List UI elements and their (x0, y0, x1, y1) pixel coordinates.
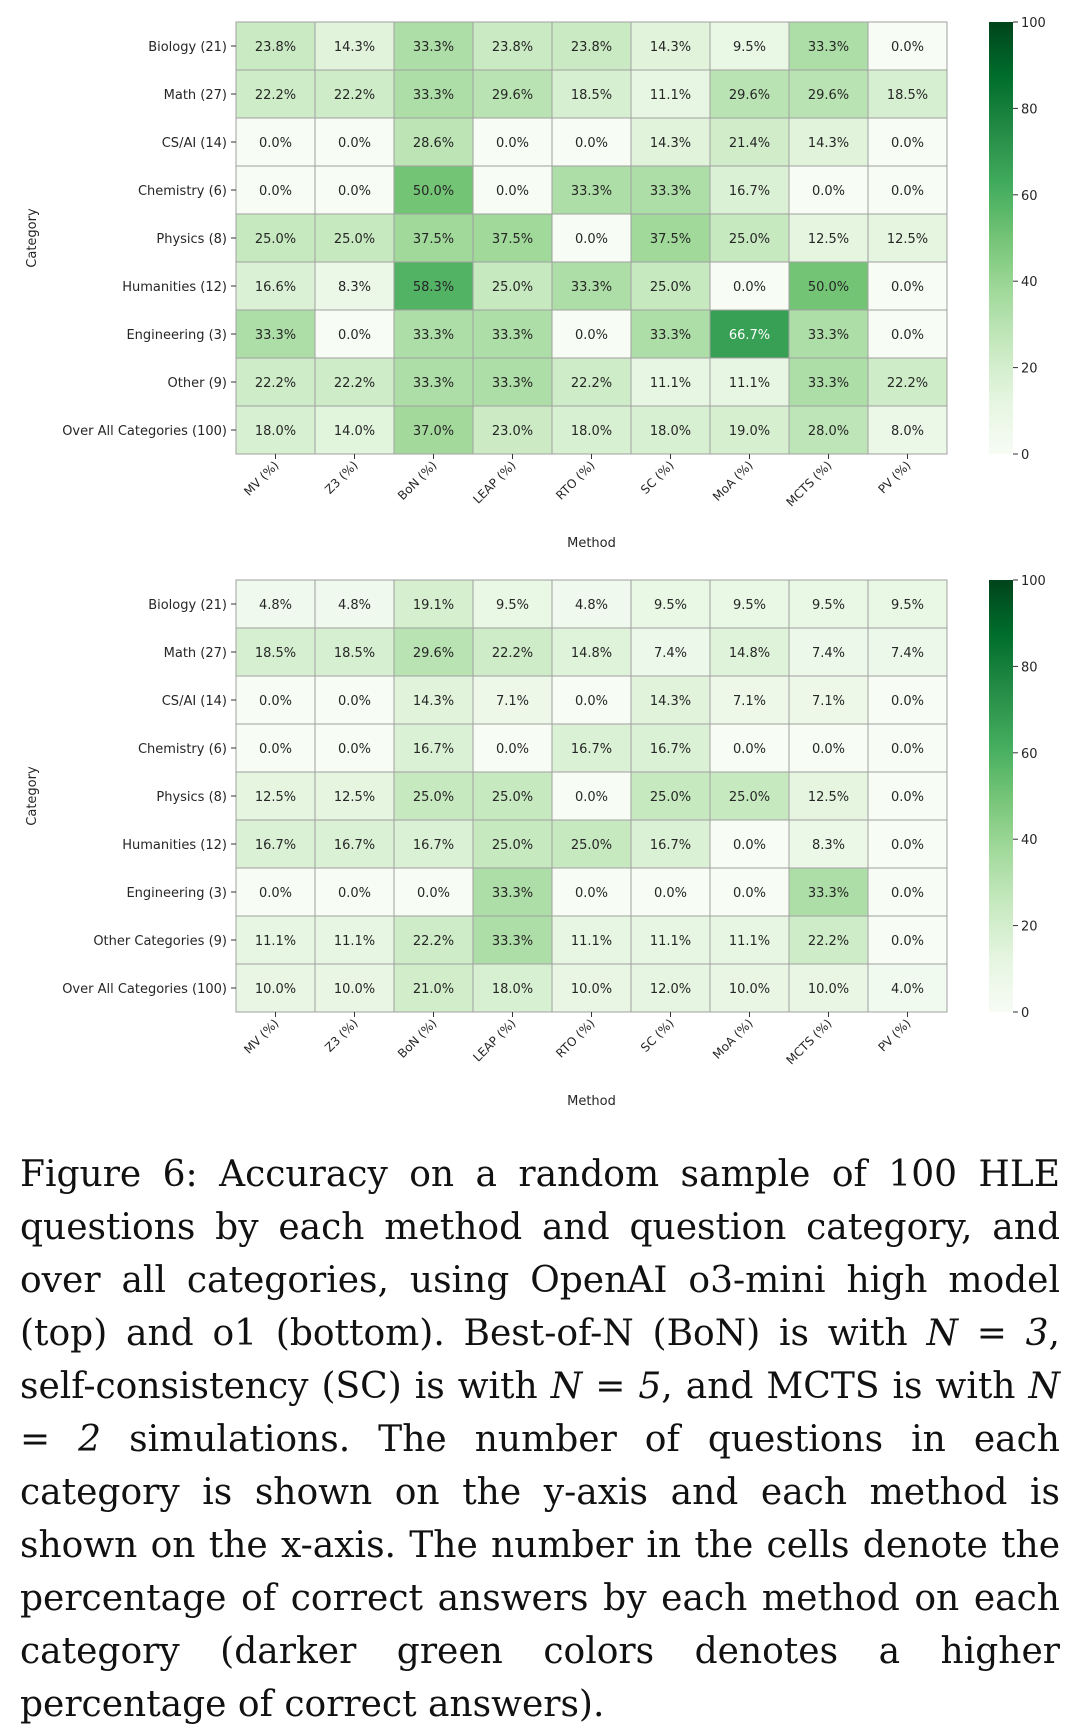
cell-value-label: 7.4% (890, 646, 925, 661)
x-tick-label: RTO (%) (553, 458, 598, 503)
cell-value-label: 0.0% (732, 838, 767, 853)
cell-value-label: 16.7% (649, 742, 692, 757)
cell-value-label: 0.0% (337, 136, 372, 151)
cell-value-label: 8.0% (890, 424, 925, 439)
x-tick-label: LEAP (%) (470, 458, 519, 507)
cell-value-label: 14.3% (333, 40, 376, 55)
cell-value-label: 18.0% (649, 424, 692, 439)
caption-text-1: Figure 6: Accuracy on a random sample of 100 HLE questions by each method and question category, and over all categories, using OpenAI o3-mini high model (top) and o1 (bottom). Best-of-N (BoN) is with (20, 1154, 1060, 1354)
cell-value-label: 33.3% (491, 886, 534, 901)
cell-value-label: 18.0% (491, 982, 534, 997)
cell-value-label: 33.3% (254, 328, 297, 343)
cell-value-label: 12.5% (807, 790, 850, 805)
cell-value-label: 12.5% (886, 232, 929, 247)
cell-value-label: 25.0% (728, 790, 771, 805)
cell-value-label: 16.7% (412, 742, 455, 757)
cell-value-label: 23.8% (254, 40, 297, 55)
cell-value-label: 22.2% (807, 934, 850, 949)
cell-value-label: 9.5% (890, 598, 925, 613)
y-tick-label: CS/AI (14) (161, 694, 227, 709)
y-tick-label: Over All Categories (100) (62, 982, 227, 997)
x-tick-label: BoN (%) (394, 1016, 440, 1061)
cell-value-label: 19.0% (728, 424, 771, 439)
colorbar-tick-label: 80 (1021, 660, 1038, 676)
cell-value-label: 7.1% (495, 694, 530, 709)
cell-value-label: 33.3% (412, 328, 455, 343)
cell-value-label: 11.1% (649, 376, 692, 391)
cell-value-label: 25.0% (333, 232, 376, 247)
x-tick-label: MCTS (%) (783, 1016, 835, 1068)
cell-value-label: 0.0% (811, 184, 846, 199)
cell-value-label: 25.0% (649, 790, 692, 805)
cell-value-label: 9.5% (811, 598, 846, 613)
colorbar-tick-label: 0 (1021, 448, 1030, 463)
cell-value-label: 25.0% (649, 280, 692, 295)
y-tick-label: Biology (21) (148, 40, 227, 55)
cell-value-label: 16.7% (254, 838, 297, 853)
cell-value-label: 0.0% (258, 136, 293, 151)
cell-value-label: 11.1% (254, 934, 297, 949)
cell-value-label: 14.3% (649, 694, 692, 709)
cell-value-label: 0.0% (890, 790, 925, 805)
cell-value-label: 25.0% (254, 232, 297, 247)
caption-math-mcts: N = 2 (20, 1366, 1060, 1460)
cell-value-label: 0.0% (574, 694, 609, 709)
cell-value-label: 23.0% (491, 424, 534, 439)
cell-value-label: 4.8% (337, 598, 372, 613)
cell-value-label: 33.3% (807, 328, 850, 343)
cell-value-label: 22.2% (254, 376, 297, 391)
cell-value-label: 33.3% (570, 184, 613, 199)
x-tick-label: MV (%) (241, 1016, 282, 1057)
cell-value-label: 16.7% (728, 184, 771, 199)
y-tick-label: Humanities (12) (122, 838, 227, 853)
colorbar-tick-label: 60 (1021, 188, 1038, 204)
cell-value-label: 0.0% (258, 184, 293, 199)
cell-value-label: 33.3% (807, 376, 850, 391)
cell-value-label: 9.5% (495, 598, 530, 613)
y-tick-label: Physics (8) (156, 790, 227, 805)
cell-value-label: 16.6% (254, 280, 297, 295)
cell-value-label: 0.0% (574, 136, 609, 151)
cell-value-label: 0.0% (337, 328, 372, 343)
y-axis-label: Category (25, 766, 40, 826)
cell-value-label: 14.3% (807, 136, 850, 151)
colorbar-tick-label: 100 (1021, 574, 1046, 589)
cell-value-label: 11.1% (333, 934, 376, 949)
heatmap-top (25, 16, 1046, 551)
cell-value-label: 0.0% (890, 280, 925, 295)
cell-value-label: 21.0% (412, 982, 455, 997)
cell-value-label: 0.0% (416, 886, 451, 901)
x-tick-label: LEAP (%) (470, 1016, 519, 1065)
colorbar-tick-label: 20 (1021, 361, 1038, 377)
cell-value-label: 22.2% (333, 88, 376, 103)
colorbar-tick-label: 20 (1021, 919, 1038, 935)
cell-value-label: 25.0% (570, 838, 613, 853)
y-tick-label: Math (27) (163, 646, 227, 661)
cell-value-label: 10.0% (570, 982, 613, 997)
cell-value-label: 0.0% (337, 886, 372, 901)
cell-value-label: 11.1% (649, 88, 692, 103)
y-tick-label: Over All Categories (100) (62, 424, 227, 439)
cell-value-label: 29.6% (807, 88, 850, 103)
cell-value-label: 0.0% (890, 886, 925, 901)
x-tick-label: MoA (%) (710, 458, 756, 504)
cell-value-label: 0.0% (495, 184, 530, 199)
cell-value-label: 18.0% (570, 424, 613, 439)
caption-math-sc: N = 5 (550, 1366, 662, 1407)
cell-value-label: 12.0% (649, 982, 692, 997)
cell-value-label: 0.0% (732, 886, 767, 901)
cell-value-label: 22.2% (491, 646, 534, 661)
cell-value-label: 9.5% (653, 598, 688, 613)
cell-value-label: 0.0% (890, 742, 925, 757)
cell-value-label: 28.6% (412, 136, 455, 151)
cell-value-label: 0.0% (890, 838, 925, 853)
x-tick-label: Z3 (%) (322, 458, 361, 497)
y-tick-label: Math (27) (163, 88, 227, 103)
cell-value-label: 37.5% (649, 232, 692, 247)
cell-value-label: 10.0% (254, 982, 297, 997)
cell-value-label: 29.6% (412, 646, 455, 661)
cell-value-label: 7.1% (811, 694, 846, 709)
cell-value-label: 37.0% (412, 424, 455, 439)
y-tick-label: Humanities (12) (122, 280, 227, 295)
caption-math-bon: N = 3 (926, 1313, 1049, 1354)
y-tick-label: Other (9) (167, 376, 227, 391)
cell-value-label: 4.0% (890, 982, 925, 997)
cell-value-label: 16.7% (412, 838, 455, 853)
cell-value-label: 10.0% (333, 982, 376, 997)
cell-value-label: 22.2% (254, 88, 297, 103)
y-tick-label: CS/AI (14) (161, 136, 227, 151)
y-tick-label: Chemistry (6) (137, 742, 227, 757)
y-tick-label: Chemistry (6) (137, 184, 227, 199)
y-tick-label: Other Categories (9) (93, 934, 227, 949)
cell-value-label: 16.7% (649, 838, 692, 853)
cell-value-label: 0.0% (258, 742, 293, 757)
y-tick-label: Physics (8) (156, 232, 227, 247)
cell-value-label: 0.0% (890, 184, 925, 199)
cell-value-label: 0.0% (732, 742, 767, 757)
cell-value-label: 0.0% (890, 694, 925, 709)
cell-value-label: 10.0% (728, 982, 771, 997)
cell-value-label: 0.0% (732, 280, 767, 295)
heatmap-bottom (25, 574, 1046, 1109)
colorbar-tick-label: 0 (1021, 1006, 1030, 1021)
cell-value-label: 0.0% (574, 328, 609, 343)
cell-value-label: 23.8% (570, 40, 613, 55)
colorbar-tick-label: 40 (1021, 275, 1038, 291)
y-tick-label: Engineering (3) (126, 328, 227, 343)
cell-value-label: 0.0% (890, 328, 925, 343)
cell-value-label: 0.0% (811, 742, 846, 757)
cell-value-label: 25.0% (491, 838, 534, 853)
y-axis-label: Category (25, 208, 40, 268)
y-tick-label: Biology (21) (148, 598, 227, 613)
cell-value-label: 18.5% (254, 646, 297, 661)
cell-value-label: 0.0% (258, 886, 293, 901)
colorbar (989, 580, 1013, 1012)
cell-value-label: 0.0% (495, 742, 530, 757)
cell-value-label: 22.2% (570, 376, 613, 391)
x-tick-label: SC (%) (638, 1016, 677, 1055)
cell-value-label: 11.1% (728, 934, 771, 949)
x-tick-label: BoN (%) (394, 458, 440, 503)
cell-value-label: 16.7% (333, 838, 376, 853)
cell-value-label: 12.5% (254, 790, 297, 805)
x-tick-label: Z3 (%) (322, 1016, 361, 1055)
cell-value-label: 7.4% (653, 646, 688, 661)
cell-value-label: 29.6% (728, 88, 771, 103)
cell-value-label: 14.0% (333, 424, 376, 439)
cell-value-label: 14.3% (412, 694, 455, 709)
cell-value-label: 14.8% (728, 646, 771, 661)
x-axis-label: Method (567, 536, 616, 551)
cell-value-label: 37.5% (412, 232, 455, 247)
cell-value-label: 11.1% (728, 376, 771, 391)
cell-value-label: 33.3% (412, 376, 455, 391)
cell-value-label: 0.0% (574, 232, 609, 247)
cell-value-label: 50.0% (807, 280, 850, 295)
cell-value-label: 33.3% (570, 280, 613, 295)
cell-value-label: 22.2% (333, 376, 376, 391)
cell-value-label: 18.5% (886, 88, 929, 103)
cell-value-label: 0.0% (337, 694, 372, 709)
x-axis-label: Method (567, 1094, 616, 1109)
cell-value-label: 14.3% (649, 136, 692, 151)
cell-value-label: 8.3% (337, 280, 372, 295)
colorbar-tick-label: 40 (1021, 833, 1038, 849)
cell-value-label: 7.4% (811, 646, 846, 661)
cell-value-label: 29.6% (491, 88, 534, 103)
x-tick-label: MCTS (%) (783, 458, 835, 510)
caption-text-3: , and MCTS is with (661, 1366, 1029, 1407)
caption-text-2: , self-consistency (SC) is with (20, 1313, 1060, 1407)
cell-value-label: 25.0% (491, 280, 534, 295)
x-tick-label: RTO (%) (553, 1016, 598, 1061)
cell-value-label: 22.2% (412, 934, 455, 949)
colorbar-tick-label: 100 (1021, 16, 1046, 31)
cell-value-label: 33.3% (649, 328, 692, 343)
cell-value-label: 33.3% (491, 934, 534, 949)
cell-value-label: 0.0% (495, 136, 530, 151)
cell-value-label: 0.0% (337, 184, 372, 199)
colorbar-tick-label: 80 (1021, 102, 1038, 118)
cell-value-label: 4.8% (574, 598, 609, 613)
cell-value-label: 0.0% (337, 742, 372, 757)
caption-text-4: simulations. The number of questions in each category is shown on the y-axis and each method is shown on the x-axis. The number in the cells denote the percentage of correct answers by each method on each category (darker green colors denotes a higher percentage of correct answers). (20, 1419, 1060, 1725)
cell-value-label: 33.3% (807, 40, 850, 55)
cell-value-label: 4.8% (258, 598, 293, 613)
cell-value-label: 28.0% (807, 424, 850, 439)
y-tick-label: Engineering (3) (126, 886, 227, 901)
x-tick-label: SC (%) (638, 458, 677, 497)
x-tick-label: MV (%) (241, 458, 282, 499)
cell-value-label: 66.7% (728, 328, 771, 343)
cell-value-label: 0.0% (574, 790, 609, 805)
cell-value-label: 19.1% (412, 598, 455, 613)
cell-value-label: 33.3% (807, 886, 850, 901)
cell-value-label: 14.8% (570, 646, 613, 661)
cell-value-label: 9.5% (732, 598, 767, 613)
cell-value-label: 11.1% (649, 934, 692, 949)
x-tick-label: MoA (%) (710, 1016, 756, 1062)
cell-value-label: 0.0% (653, 886, 688, 901)
cell-value-label: 33.3% (412, 88, 455, 103)
cell-value-label: 25.0% (491, 790, 534, 805)
cell-value-label: 7.1% (732, 694, 767, 709)
cell-value-label: 0.0% (890, 136, 925, 151)
cell-value-label: 33.3% (491, 376, 534, 391)
cell-value-label: 14.3% (649, 40, 692, 55)
cell-value-label: 0.0% (258, 694, 293, 709)
cell-value-label: 22.2% (886, 376, 929, 391)
cell-value-label: 10.0% (807, 982, 850, 997)
cell-value-label: 8.3% (811, 838, 846, 853)
cell-value-label: 33.3% (649, 184, 692, 199)
cell-value-label: 25.0% (412, 790, 455, 805)
cell-value-label: 18.5% (570, 88, 613, 103)
colorbar (989, 22, 1013, 454)
cell-value-label: 0.0% (890, 40, 925, 55)
cell-value-label: 33.3% (412, 40, 455, 55)
cell-value-label: 25.0% (728, 232, 771, 247)
cell-value-label: 18.0% (254, 424, 297, 439)
cell-value-label: 23.8% (491, 40, 534, 55)
x-tick-label: PV (%) (875, 1016, 914, 1055)
cell-value-label: 12.5% (333, 790, 376, 805)
cell-value-label: 12.5% (807, 232, 850, 247)
x-tick-label: PV (%) (875, 458, 914, 497)
cell-value-label: 50.0% (412, 184, 455, 199)
figure-caption (20, 1148, 1060, 1731)
cell-value-label: 33.3% (491, 328, 534, 343)
colorbar-tick-label: 60 (1021, 746, 1038, 762)
cell-value-label: 58.3% (412, 280, 455, 295)
cell-value-label: 11.1% (570, 934, 613, 949)
cell-value-label: 37.5% (491, 232, 534, 247)
cell-value-label: 18.5% (333, 646, 376, 661)
cell-value-label: 0.0% (574, 886, 609, 901)
cell-value-label: 16.7% (570, 742, 613, 757)
cell-value-label: 21.4% (728, 136, 771, 151)
cell-value-label: 9.5% (732, 40, 767, 55)
cell-value-label: 0.0% (890, 934, 925, 949)
